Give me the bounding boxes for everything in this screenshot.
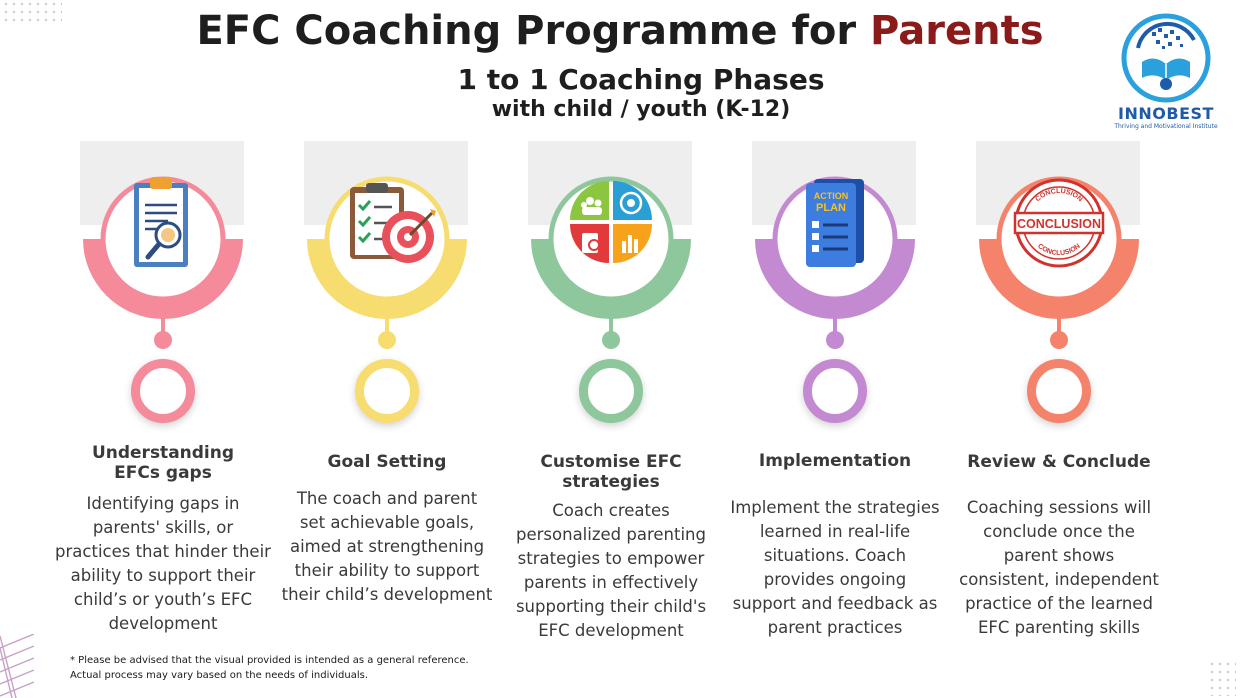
description-line: parents' skills, or <box>92 518 234 537</box>
description-line: personalized parenting <box>516 525 706 544</box>
action-plan-book-icon <box>800 175 870 271</box>
description-line: EFC parenting skills <box>977 618 1141 637</box>
step-description <box>944 496 1174 640</box>
innobest-logo <box>1108 12 1224 136</box>
step-title <box>272 452 502 472</box>
step-marker-circle <box>131 359 195 423</box>
description-line: child’s or youth’s EFC <box>73 590 253 609</box>
description-line: aimed at strengthening <box>289 537 485 556</box>
stamp-bottom-text: CONCLUSION <box>1036 242 1082 258</box>
description-line: ability to support their <box>70 566 256 585</box>
description-line: their child’s development <box>281 585 493 604</box>
step-title-line: Goal Setting <box>327 452 447 472</box>
footnote-line: Actual process may vary based on the needs of individuals. <box>70 670 369 681</box>
plan-text: PLAN <box>816 202 846 214</box>
description-line: provides ongoing <box>763 570 907 589</box>
description-line: Coaching sessions will <box>966 498 1152 517</box>
decorative-dot-grid-bottom-right <box>1208 660 1236 696</box>
description-line: support and feedback as <box>732 594 938 613</box>
step-title <box>48 443 278 483</box>
step-connector-dot <box>602 331 620 349</box>
title-accent: Parents <box>870 8 1044 54</box>
stamp-top-text: CONCLUSION <box>1034 187 1084 204</box>
step-connector-dot <box>826 331 844 349</box>
description-line: practices that hinder their <box>55 542 271 561</box>
description-line: set achievable goals, <box>299 513 475 532</box>
action-text: ACTION <box>813 191 849 201</box>
step-title <box>944 452 1174 472</box>
description-line: consistent, independent <box>959 570 1159 589</box>
title-main: EFC Coaching Programme for <box>196 8 870 54</box>
clipboard-search-icon <box>128 173 198 273</box>
description-line: parent practices <box>767 618 903 637</box>
description-line: Implement the strategies <box>730 498 940 517</box>
footnote-line: * Please be advised that the visual provided is intended as a general reference. <box>70 655 469 666</box>
description-line: parent shows <box>1003 546 1115 565</box>
step-connector-dot <box>1050 331 1068 349</box>
step-connector-dot <box>154 331 172 349</box>
step-marker-circle <box>803 359 867 423</box>
step-description <box>496 499 726 643</box>
step-description <box>720 496 950 640</box>
subtitle-secondary: with child / youth (K-12) <box>491 97 791 122</box>
step-marker-circle <box>355 359 419 423</box>
step-title-line: Understanding <box>91 443 235 463</box>
logo-tagline: Thriving and Motivational Institute <box>1114 123 1218 130</box>
step-title <box>720 451 950 471</box>
step-description <box>48 492 278 636</box>
description-line: learned in real-life <box>759 522 911 541</box>
step-connector-dot <box>378 331 396 349</box>
stamp-center-text: CONCLUSION <box>1016 217 1102 231</box>
step-marker-circle <box>1027 359 1091 423</box>
description-line: strategies to empower <box>517 549 705 568</box>
logo-name: INNOBEST <box>1118 104 1214 123</box>
step-marker-circle <box>579 359 643 423</box>
description-line: conclude once the <box>983 522 1135 541</box>
description-line: EFC development <box>538 621 684 640</box>
description-line: parents in effectively <box>523 573 699 592</box>
description-line: Coach creates <box>552 501 670 520</box>
description-line: practice of the learned <box>965 594 1153 613</box>
subtitle: 1 to 1 Coaching Phases <box>457 63 825 96</box>
svg-text:CONCLUSION <box>1034 188 1083 203</box>
description-line: Identifying gaps in <box>86 494 240 513</box>
step-title-line: EFCs gaps <box>114 463 212 483</box>
description-line: situations. Coach <box>763 546 907 565</box>
logo-emblem-icon <box>1108 12 1224 106</box>
description-line: supporting their child's <box>515 597 707 616</box>
step-description <box>272 487 502 607</box>
goal-target-checklist-icon <box>346 181 438 267</box>
step-title <box>496 452 726 492</box>
step-title-line: Review & Conclude <box>967 452 1151 472</box>
decorative-lines-bottom-left <box>0 634 44 698</box>
description-line: The coach and parent <box>296 489 478 508</box>
step-title-line: Customise EFC <box>540 452 682 472</box>
step-title-line: strategies <box>562 472 660 492</box>
conclusion-stamp-icon <box>1013 177 1105 269</box>
strategy-quadrants-icon <box>568 179 654 265</box>
footnote <box>70 653 469 683</box>
description-line: their ability to support <box>294 561 480 580</box>
description-line: development <box>108 614 218 633</box>
page-title <box>0 8 1240 54</box>
step-title-line: Implementation <box>758 451 912 471</box>
